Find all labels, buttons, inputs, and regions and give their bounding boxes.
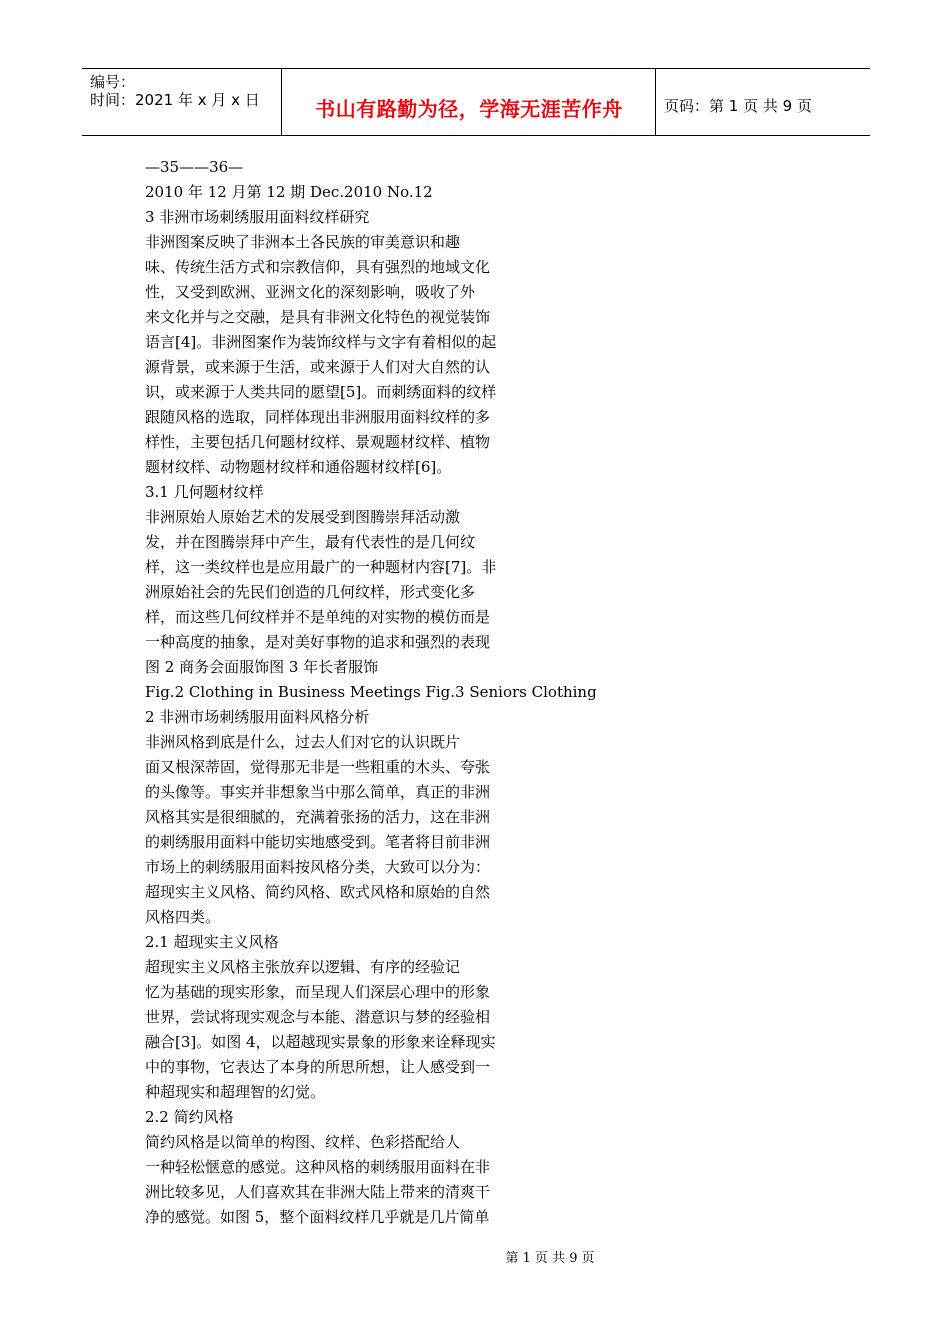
body-text-line: 忆为基础的现实形象，而呈现人们深层心理中的形象 [145,983,491,1001]
body-text-line: 题材纹样、动物题材纹样和通俗题材纹样[6]。 [145,458,452,476]
body-text-line: 洲比较多见，人们喜欢其在非洲大陆上带来的清爽干 [145,1183,491,1201]
body-text-line: 2.2 简约风格 [145,1108,234,1126]
header-page-cell [656,69,870,135]
body-text-line: 语言[4]。非洲图案作为装饰纹样与文字有着相似的起 [145,333,497,351]
header-motto: 书山有路勤为径，学海无涯苦作舟 [315,97,623,121]
body-text-line: 样性，主要包括几何题材纹样、景观题材纹样、植物 [145,433,491,451]
header-motto-cell [282,69,656,135]
body-text-line: 非洲风格到底是什么，过去人们对它的认识既片 [145,733,461,751]
document-date-label: 时间：2021 年 x 月 x 日 [90,91,260,109]
body-text-line: 的头像等。事实并非想象当中那么简单，真正的非洲 [145,783,491,801]
body-text-line: 一种轻松惬意的感觉。这种风格的刺绣服用面料在非 [145,1158,491,1176]
body-text-line: 简约风格是以简单的构图、纹样、色彩搭配给人 [145,1133,461,1151]
body-text-line: 2010 年 12 月第 12 期 Dec.2010 No.12 [145,183,433,201]
document-body [145,155,597,1230]
body-text-line: 性，又受到欧洲、亚洲文化的深刻影响，吸收了外 [145,283,476,301]
footer-page-number: 第 1 页 共 9 页 [505,1251,595,1266]
body-text-line: 净的感觉。如图 5，整个面料纹样几乎就是几片简单 [145,1208,490,1226]
body-text-line: 2 非洲市场刺绣服用面料风格分析 [145,708,370,726]
body-text-line: 风格其实是很细腻的，充满着张扬的活力，这在非洲 [145,808,491,826]
document-number-label: 编号： [90,73,136,91]
body-text-line: 3 非洲市场刺绣服用面料纹样研究 [145,208,370,226]
body-text-line: 图 2 商务会面服饰图 3 年长者服饰 [145,658,379,676]
body-text-line: 来文化并与之交融，是具有非洲文化特色的视觉装饰 [145,308,491,326]
body-text-line: 发，并在图腾崇拜中产生，最有代表性的是几何纹 [145,533,476,551]
body-text-line: 识，或来源于人类共同的愿望[5]。而刺绣面料的纹样 [145,383,497,401]
body-text-line: 跟随风格的选取，同样体现出非洲服用面料纹样的多 [145,408,491,426]
body-text-line: 非洲图案反映了非洲本土各民族的审美意识和趣 [145,233,461,251]
body-text-line: 种超现实和超理智的幻觉。 [145,1083,326,1101]
body-text-line: 风格四类。 [145,908,221,926]
body-text-line: 2.1 超现实主义风格 [145,933,279,951]
body-text-line: 的刺绣服用面料中能切实地感受到。笔者将目前非洲 [145,833,491,851]
body-text-line: 融合[3]。如图 4，以超越现实景象的形象来诠释现实 [145,1033,496,1051]
body-text-line: 源背景，或来源于生活，或来源于人们对大自然的认 [145,358,491,376]
body-text-line: 超现实主义风格、简约风格、欧式风格和原始的自然 [145,883,491,901]
header-page-number: 页码：第 1 页 共 9 页 [664,97,812,115]
body-text-line: 中的事物，它表达了本身的所思所想，让人感受到一 [145,1058,491,1076]
body-text-line: —35——36— [145,158,244,176]
body-text-line: 3.1 几何题材纹样 [145,483,264,501]
body-text-line: Fig.2 Clothing in Business Meetings Fig.3 Seniors Clothing [145,683,597,701]
body-text-line: 洲原始社会的先民们创造的几何纹样，形式变化多 [145,583,476,601]
page-footer [0,1247,950,1266]
body-text-line: 市场上的刺绣服用面料按风格分类，大致可以分为： [145,858,491,876]
body-text-line: 面又根深蒂固，觉得那无非是一些粗重的木头、夸张 [145,758,491,776]
body-text-line: 非洲原始人原始艺术的发展受到图腾崇拜活动激 [145,508,461,526]
body-text-line: 世界，尝试将现实观念与本能、潜意识与梦的经验相 [145,1008,491,1026]
body-text-line: 一种高度的抽象，是对美好事物的追求和强烈的表现 [145,633,491,651]
body-text-line: 超现实主义风格主张放弃以逻辑、有序的经验记 [145,958,461,976]
body-text-line: 样，而这些几何纹样并不是单纯的对实物的模仿而是 [145,608,491,626]
body-text-line: 样，这一类纹样也是应用最广的一种题材内容[7]。非 [145,558,497,576]
header-meta-cell [82,69,282,135]
body-text-line: 味、传统生活方式和宗教信仰，具有强烈的地域文化 [145,258,491,276]
document-header [82,68,870,136]
